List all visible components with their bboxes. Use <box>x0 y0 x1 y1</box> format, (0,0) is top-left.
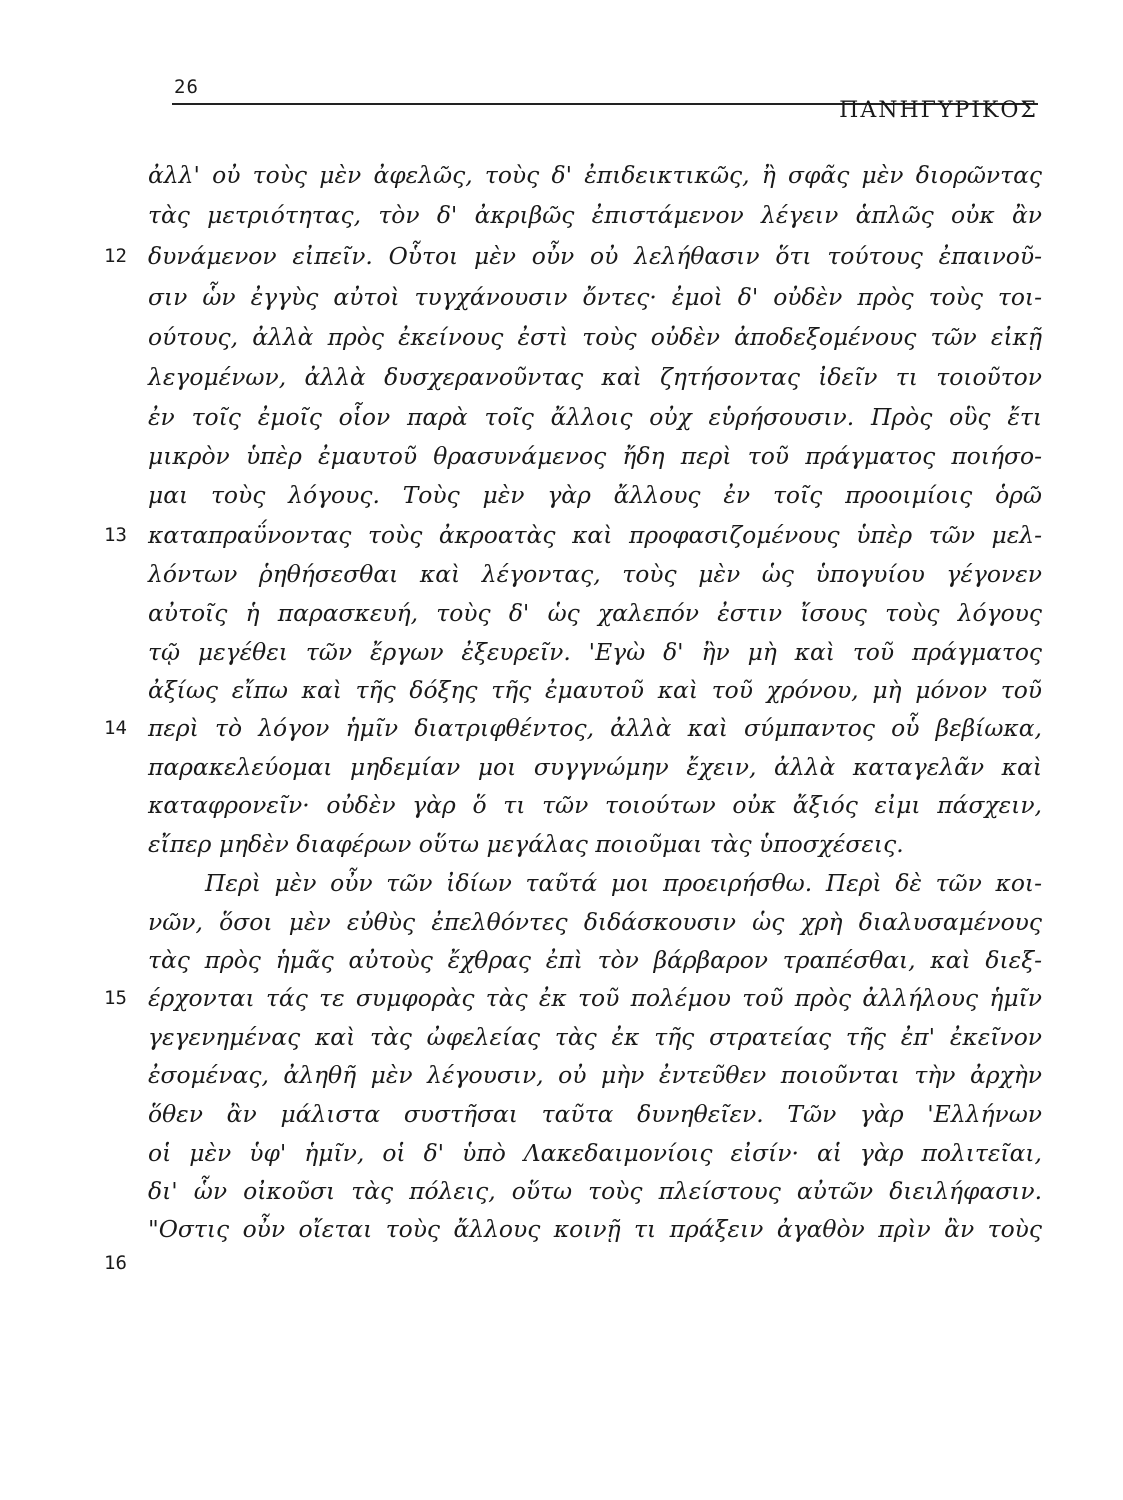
text-line: εἴπερ μηδὲν διαφέρων οὕτω μεγάλας ποιοῦμαι τὰς ὑποσχέσεις. <box>148 830 904 858</box>
text-line: σιν ὧν ἐγγὺς αὐτοὶ τυγχάνουσιν ὄντες· ἐμοὶ δ' οὐδὲν πρὸς τοὺς τοι- <box>148 283 1042 311</box>
text-line: Περὶ μὲν οὖν τῶν ἰδίων ταῦτά μοι προειρήσθω. Περὶ δὲ τῶν κοι- <box>205 869 1042 897</box>
text-line: λεγομένων, ἀλλὰ δυσχερανοῦντας καὶ ζητήσοντας ἰδεῖν τι τοιοῦτον <box>148 363 1042 391</box>
page-header <box>172 70 1038 130</box>
text-line: ἐσομένας, ἀληθῆ μὲν λέγουσιν, οὐ μὴν ἐντεῦθεν ποιοῦνται τὴν ἀρχὴν <box>148 1061 1042 1089</box>
paragraph-number: 13 <box>104 524 127 546</box>
text-line: δυνάμενον εἰπεῖν. Οὗτοι μὲν οὖν οὐ λελήθασιν ὅτι τούτους ἐπαινοῦ- <box>148 242 1042 270</box>
text-line: αὐτοῖς ἡ παρασκευή, τοὺς δ' ὡς χαλεπόν ἐστιν ἴσους τοὺς λόγους <box>148 599 1042 627</box>
text-line: τὰς μετριότητας, τὸν δ' ἀκριβῶς ἐπιστάμενον λέγειν ἁπλῶς οὐκ ἂν <box>148 201 1042 229</box>
text-line: δι' ὧν οἰκοῦσι τὰς πόλεις, οὕτω τοὺς πλείστους αὐτῶν διειλήφασιν. <box>148 1177 1042 1205</box>
page-number: 26 <box>174 76 199 98</box>
text-line: οἱ μὲν ὑφ' ἡμῖν, οἱ δ' ὑπὸ Λακεδαιμονίοις εἰσίν· αἱ γὰρ πολιτεῖαι, <box>148 1139 1042 1167</box>
text-line: καταφρονεῖν· οὐδὲν γὰρ ὅ τι τῶν τοιούτων οὐκ ἄξιός εἰμι πάσχειν, <box>148 791 1042 819</box>
paragraph-number: 12 <box>104 245 127 267</box>
text-line: παρακελεύομαι μηδεμίαν μοι συγγνώμην ἔχειν, ἀλλὰ καταγελᾶν καὶ <box>148 753 1042 781</box>
text-line: ὅθεν ἂν μάλιστα συστῆσαι ταῦτα δυνηθεῖεν. Τῶν γὰρ 'Ελλήνων <box>148 1100 1042 1128</box>
text-line: λόντων ῥηθήσεσθαι καὶ λέγοντας, τοὺς μὲν ὡς ὑπογυίου γέγονεν <box>148 560 1042 588</box>
text-line: έρχονται τάς τε συμφορὰς τὰς ἐκ τοῦ πολέμου τοῦ πρὸς ἀλλήλους ἡμῖν <box>148 984 1042 1012</box>
text-line: νῶν, ὅσοι μὲν εὐθὺς ἐπελθόντες διδάσκουσιν ὡς χρὴ διαλυσαμένους <box>148 908 1042 936</box>
text-line: ἀλλ' οὐ τοὺς μὲν ἀφελῶς, τοὺς δ' ἐπιδεικτικῶς, ἢ σφᾶς μὲν διορῶντας <box>148 161 1042 189</box>
text-line: ἐν τοῖς ἐμοῖς οἷον παρὰ τοῖς ἄλλοις οὐχ εὑρήσουσιν. Πρὸς οὓς ἔτι <box>148 403 1042 431</box>
text-line: ούτους, ἀλλὰ πρὸς ἐκείνους ἐστὶ τοὺς οὐδὲν ἀποδεξομένους τῶν εἰκῇ <box>148 323 1042 351</box>
paragraph-number: 14 <box>104 717 127 739</box>
text-line: μαι τοὺς λόγους. Τοὺς μὲν γὰρ ἄλλους ἐν τοῖς προοιμίοις ὁρῶ <box>148 481 1042 509</box>
text-line: περὶ τὸ λόγον ἡμῖν διατριφθέντος, ἀλλὰ καὶ σύμπαντος οὗ βεβίωκα, <box>148 714 1042 742</box>
text-line: καταπραΰνοντας τοὺς ἀκροατὰς καὶ προφασιζομένους ὑπὲρ τῶν μελ- <box>148 521 1042 549</box>
text-line: τῷ μεγέθει τῶν ἔργων ἐξευρεῖν. 'Εγὼ δ' ἢν μὴ καὶ τοῦ πράγματος <box>148 638 1042 666</box>
running-title: ΠΑΝΗΓΥΡΙΚΟΣ <box>839 98 1038 123</box>
paragraph-number: 15 <box>104 987 127 1009</box>
paragraph-number: 16 <box>104 1252 127 1274</box>
text-line: μικρὸν ὑπὲρ ἐμαυτοῦ θρασυνάμενος ἤδη περὶ τοῦ πράγματος ποιήσο- <box>148 442 1042 470</box>
text-line: τὰς πρὸς ἡμᾶς αὐτοὺς ἔχθρας ἐπὶ τὸν βάρβαρον τραπέσθαι, καὶ διεξ- <box>148 946 1042 974</box>
text-line: γεγενημένας καὶ τὰς ὠφελείας τὰς ἐκ τῆς στρατείας τῆς ἐπ' ἐκεῖνον <box>148 1023 1042 1051</box>
text-line: "Οστις οὖν οἴεται τοὺς ἄλλους κοινῇ τι πράξειν ἀγαθὸν πρὶν ἂν τοὺς <box>148 1215 1042 1243</box>
text-line: ἀξίως εἴπω καὶ τῆς δόξης τῆς ἐμαυτοῦ καὶ τοῦ χρόνου, μὴ μόνον τοῦ <box>148 676 1042 704</box>
